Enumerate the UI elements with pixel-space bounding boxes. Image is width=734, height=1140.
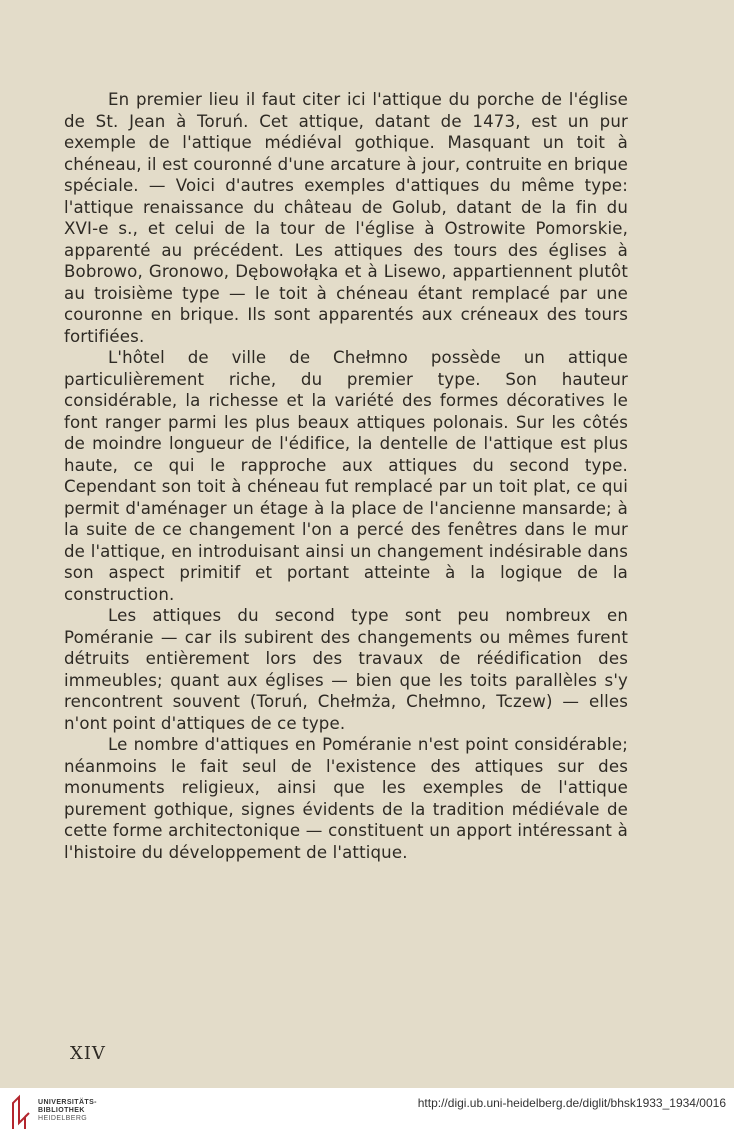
logo-line-2: BIBLIOTHEK <box>38 1107 85 1114</box>
paragraph-3: Les attiques du second type sont peu nombreux en Poméranie — car ils subirent des changements ou mêmes furent détruits entièrement lors des travaux de réédification des immeubles; quant aux églises — bien que les toits parallèles s'y rencontrent souvent (Toruń, Chełmża, Chełmno, Tczew) — elles n'ont point d'attiques de ce type. <box>64 606 628 733</box>
source-url-link[interactable]: http://digi.ub.uni-heidelberg.de/diglit/bhsk1933_1934/0016 <box>417 1096 726 1110</box>
logo-line-1: UNIVERSITÄTS- <box>38 1099 97 1106</box>
paragraph-1: En premier lieu il faut citer ici l'attique du porche de l'église de St. Jean à Toruń. Cet attique, datant de 1473, est un pur exemple de l'attique médiéval gothique. Masquant un toit à chéneau, il est couronné d'une arcature à jour, contruite en brique spéciale. — Voici d'autres exemples d'attiques du même type: l'attique renaissance du château de Golub, datant de la fin du XVI-e s., et celui de la tour de l'église à Ostrowite Pomorskie, apparenté au précédent. Les attiques des tours des églises à Bobrowo, Gronowo, Dębowołąka et à Lisewo, appartiennent plutôt au troisième type — le toit à chéneau étant remplacé par une couronne en brique. Ils sont apparentés aux créneaux des tours fortifiées. <box>64 90 628 346</box>
logo-line-3: HEIDELBERG <box>38 1115 88 1122</box>
university-library-logo-icon <box>10 1093 32 1133</box>
page-number: XIV <box>70 1043 106 1064</box>
paragraph-2: L'hôtel de ville de Chełmno possède un attique particulièrement riche, du premier type. Son hauteur considérable, la richesse et la variété des formes décoratives le font ranger parmi les plus beaux attiques polonais. Sur les côtés de moindre longueur de l'édifice, la dentelle de l'attique est plus haute, ce qui le rapproche aux attiques du second type. Cependant son toit à chéneau fut remplacé par un toit plat, ce qui permit d'aménager un étage à la place de l'ancienne mansarde; à la suite de ce changement l'on a percé des fenêtres dans le mur de l'attique, en introduisant ainsi un changement indésirable dans son aspect primitif et portant atteinte à la logique de la construction. <box>64 348 628 604</box>
library-logo-text <box>38 1099 97 1123</box>
paragraph-4: Le nombre d'attiques en Poméranie n'est point considérable; néanmoins le fait seul de l'existence des attiques sur des monuments religieux, ainsi que les exemples de l'attique purement gothique, signes évidents de la tradition médiévale de cette forme architectonique — constituent un apport intéressant à l'histoire du développement de l'attique. <box>64 735 628 862</box>
body-text <box>64 89 628 863</box>
